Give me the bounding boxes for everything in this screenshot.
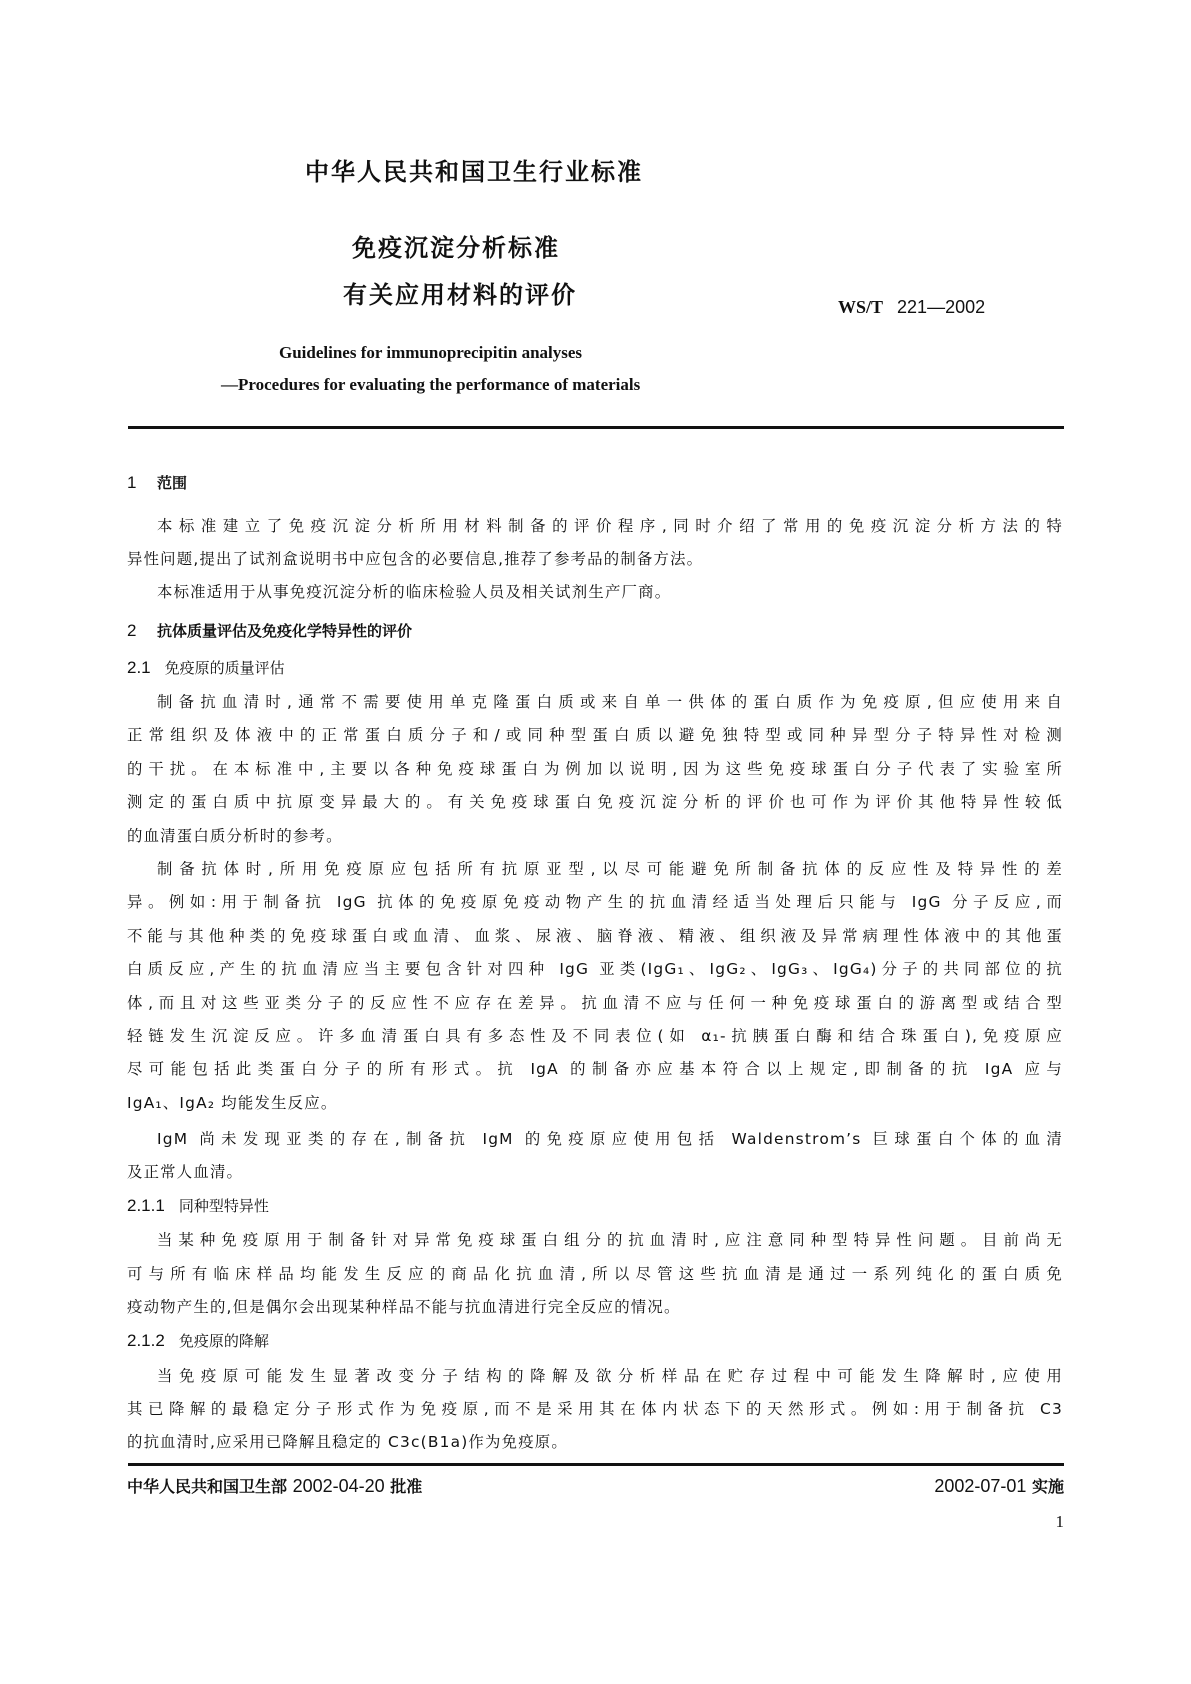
approval-info [127,1474,422,1497]
section-title: 抗体质量评估及免疫化学特异性的评价 [157,622,413,640]
paragraph-line: 白质反应,产生的抗血清应当主要包含针对四种 IgG 亚类(IgG₁、IgG₂、IgG₃、IgG₄)分子的共同部位的抗 [127,960,1063,978]
paragraph-line: 当免疫原可能发生显著改变分子结构的降解及欲分析样品在贮存过程中可能发生降解时,应使用 [157,1367,1063,1385]
section-title: 范围 [157,474,188,492]
paragraph-line: IgM 尚未发现亚类的存在,制备抗 IgM 的免疫原应使用包括 Waldenstrom’s 巨球蛋白个体的血清 [157,1130,1063,1148]
paragraph-line: 本标准建立了免疫沉淀分析所用材料制备的评价程序,同时介绍了常用的免疫沉淀分析方法的特 [157,517,1063,535]
section-2-1-heading [127,657,285,678]
paragraph-line: 本标准适用于从事免疫沉淀分析的临床检验人员及相关试剂生产厂商。 [157,583,672,601]
english-title-line1: Guidelines for immunoprecipitin analyses [279,343,583,362]
paragraph-line: IgA₁、IgA₂ 均能发生反应。 [127,1094,338,1112]
issuer: 中华人民共和国卫生部 [127,1477,288,1496]
footer-divider [128,1463,1064,1466]
english-title-line2: —Procedures for evaluating the performance of materials [221,375,641,394]
paragraph-line: 测定的蛋白质中抗原变异最大的。有关免疫球蛋白免疫沉淀分析的评价也可作为评价其他特异性较低 [127,793,1063,811]
effective-date: 2002-07-01 [934,1476,1027,1496]
section-number: 2 [127,621,137,640]
section-2-1-1-heading [127,1195,269,1216]
document-title-line2: 有关应用材料的评价 [343,281,577,309]
section-number: 2.1.1 [127,1196,165,1215]
paragraph-line: 的干扰。在本标准中,主要以各种免疫球蛋白为例加以说明,因为这些免疫球蛋白分子代表了实验室所 [127,760,1063,778]
paragraph-line: 异。例如:用于制备抗 IgG 抗体的免疫原免疫动物产生的抗血清经适当处理后只能与 IgG 分子反应,而 [127,893,1063,911]
standard-code-prefix: WS/T [838,297,884,317]
paragraph-line: 的血清蛋白质分析时的参考。 [127,827,343,845]
effective-info [934,1474,1064,1497]
paragraph-line: 不能与其他种类的免疫球蛋白或血清、血浆、尿液、脑脊液、精液、组织液及异常病理性体液中的其他蛋 [127,927,1063,945]
section-2-1-2-heading [127,1330,269,1351]
paragraph-line: 体,而且对这些亚类分子的反应性不应存在差异。抗血清不应与任何一种免疫球蛋白的游离型或结合型 [127,994,1063,1012]
paragraph-line: 尽可能包括此类蛋白分子的所有形式。抗 IgA 的制备亦应基本符合以上规定,即制备的抗 IgA 应与 [127,1060,1063,1078]
paragraph-line: 当某种免疫原用于制备针对异常免疫球蛋白组分的抗血清时,应注意同种型特异性问题。目前尚无 [157,1231,1063,1249]
paragraph-line: 疫动物产生的,但是偶尔会出现某种样品不能与抗血清进行完全反应的情况。 [127,1298,681,1316]
header-divider [128,426,1064,429]
section-title: 免疫原的降解 [178,1332,269,1350]
approval-label: 批准 [390,1477,423,1496]
approval-date: 2002-04-20 [292,1476,385,1496]
paragraph-line: 制备抗体时,所用免疫原应包括所有抗原亚型,以尽可能避免所制备抗体的反应性及特异性的差 [157,860,1063,878]
page-number: 1 [1055,1512,1064,1531]
section-2-heading [127,620,412,641]
paragraph-line: 可与所有临床样品均能发生反应的商品化抗血清,所以尽管这些抗血清是通过一系列纯化的蛋白质免 [127,1265,1063,1283]
paragraph-line: 异性问题,提出了试剂盒说明书中应包含的必要信息,推荐了参考品的制备方法。 [127,550,704,568]
section-number: 2.1.2 [127,1331,165,1350]
paragraph-line: 的抗血清时,应采用已降解且稳定的 C3c(B1a)作为免疫原。 [127,1433,568,1451]
section-title: 免疫原的质量评估 [164,659,285,677]
standard-code-number: 221—2002 [897,297,986,317]
section-title: 同种型特异性 [178,1197,269,1215]
paragraph-line: 其已降解的最稳定分子形式作为免疫原,而不是采用其在体内状态下的天然形式。例如:用于制备抗 C3 [127,1400,1063,1418]
effective-label: 实施 [1031,1477,1064,1496]
section-number: 1 [127,473,137,492]
paragraph-line: 正常组织及体液中的正常蛋白质分子和/或同种型蛋白质以避免独特型或同种异型分子特异性对检测 [127,726,1063,744]
standard-code [838,297,985,318]
paragraph-line: 及正常人血清。 [127,1163,244,1181]
section-1-heading [127,472,187,493]
paragraph-line: 轻链发生沉淀反应。许多血清蛋白具有多态性及不同表位(如 α₁-抗胰蛋白酶和结合珠蛋白),免疫原应 [127,1027,1063,1045]
standard-type-heading: 中华人民共和国卫生行业标准 [305,158,643,186]
section-number: 2.1 [127,658,151,677]
document-title-line1: 免疫沉淀分析标准 [352,234,560,262]
paragraph-line: 制备抗血清时,通常不需要使用单克隆蛋白质或来自单一供体的蛋白质作为免疫原,但应使用来自 [157,693,1063,711]
